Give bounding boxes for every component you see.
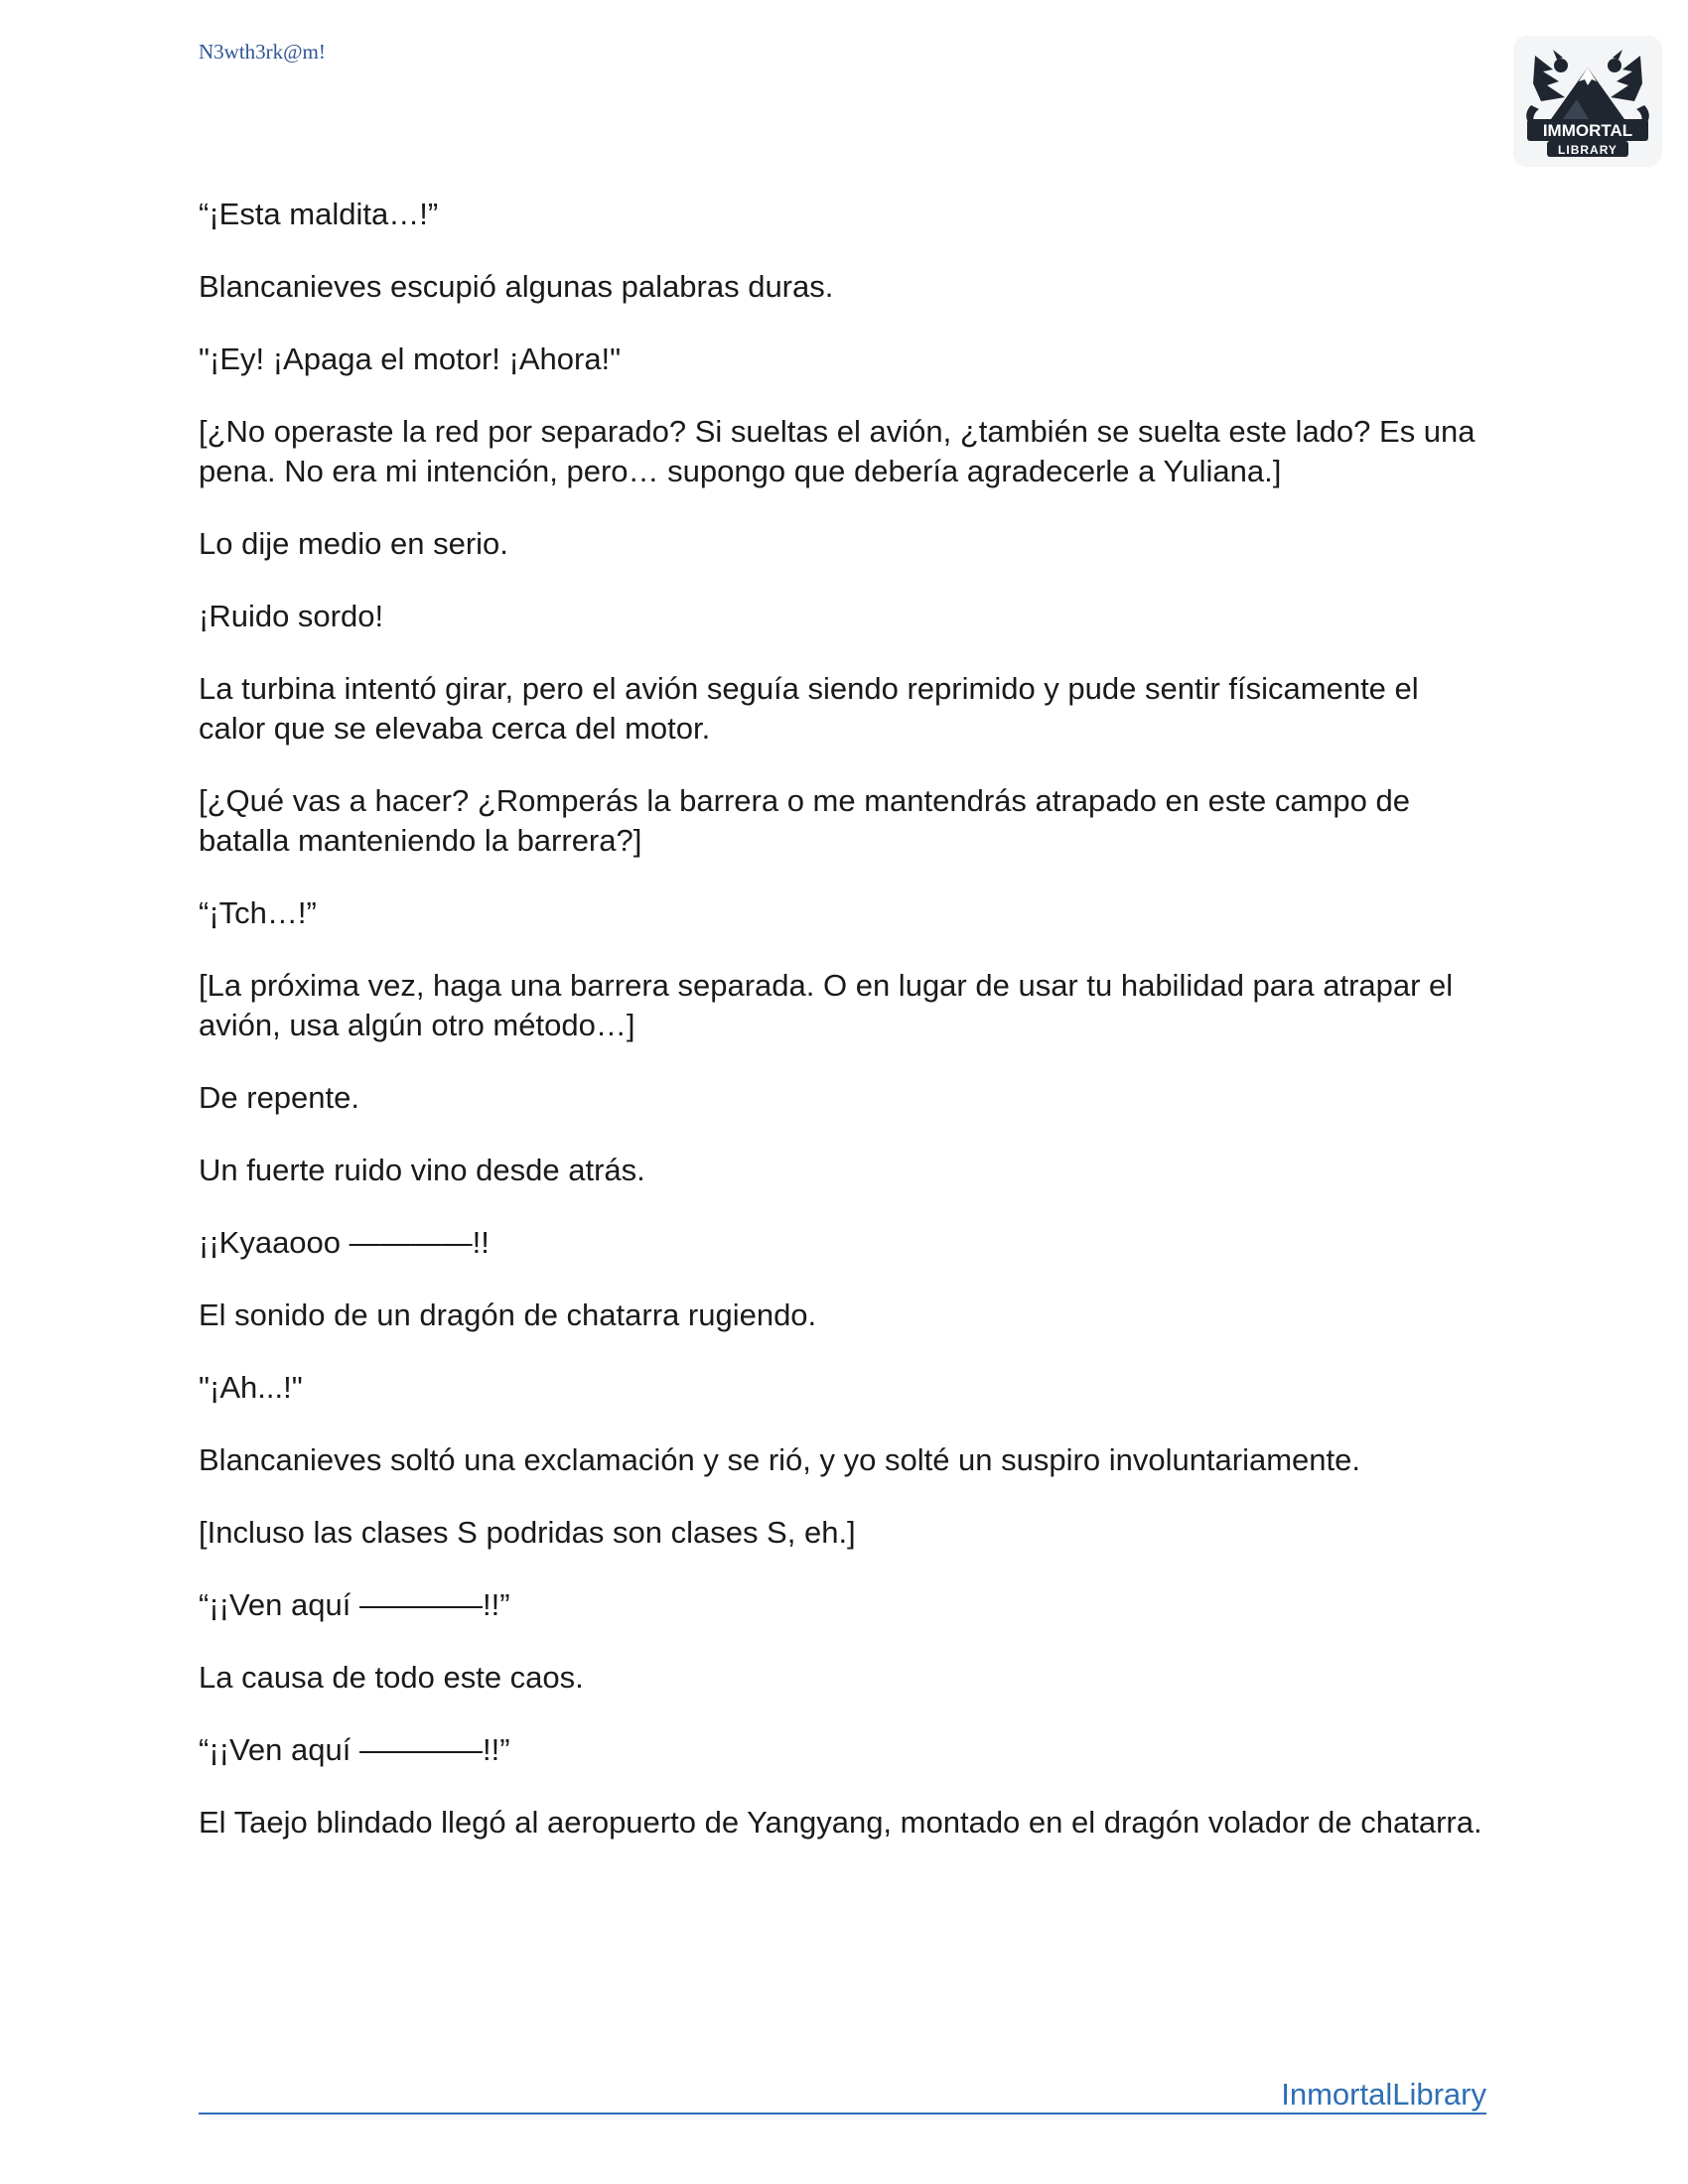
paragraph: La turbina intentó girar, pero el avión seguía siendo reprimido y pude sentir físicamente el calor que se elevaba cerca del motor. [199,671,1419,746]
paragraph: [Incluso las clases S podridas son clases S, eh.] [199,1515,856,1550]
dragon-mountain-emblem-icon [1513,36,1662,167]
immortal-library-logo [1513,36,1662,167]
paragraph: Un fuerte ruido vino desde atrás. [199,1153,645,1187]
paragraph: Blancanieves soltó una exclamación y se rió, y yo solté un suspiro involuntariamente. [199,1442,1361,1477]
paragraph: Blancanieves escupió algunas palabras duras. [199,269,834,304]
footer-link[interactable]: InmortalLibrary [1281,2077,1486,2112]
paragraph: La causa de todo este caos. [199,1660,584,1695]
paragraph: ¡Ruido sordo! [199,599,384,633]
paragraph: "¡Ah...!" [199,1370,303,1405]
logo-text-library: LIBRARY [1558,143,1618,157]
footer-divider [199,2113,1486,2115]
logo-text-immortal: IMMORTAL [1542,121,1633,140]
paragraph: El sonido de un dragón de chatarra rugiendo. [199,1297,817,1332]
paragraph: "¡Ey! ¡Apaga el motor! ¡Ahora!" [199,341,622,376]
paragraph: De repente. [199,1080,359,1115]
paragraph: El Taejo blindado llegó al aeropuerto de Yangyang, montado en el dragón volador de chatarra. [199,1805,1482,1840]
paragraph: ¡¡Kyaaooo ————!! [199,1225,490,1260]
paragraph: “¡Tch…!” [199,895,317,930]
paragraph: Lo dije medio en serio. [199,526,508,561]
paragraph: [¿No operaste la red por separado? Si sueltas el avión, ¿también se suelta este lado? Es una pena. No era mi intención, pero… supongo que debería agradecerle a Yuliana.] [199,414,1476,488]
document-body [199,195,1489,1875]
paragraph: “¡Esta maldita…!” [199,197,439,231]
paragraph: [¿Qué vas a hacer? ¿Romperás la barrera o me mantendrás atrapado en este campo de batalla manteniendo la barrera?] [199,783,1410,858]
paragraph: [La próxima vez, haga una barrera separada. O en lugar de usar tu habilidad para atrapar el avión, usa algún otro método…] [199,968,1454,1042]
header-watermark-text: N3wth3rk@m! [199,40,326,64]
paragraph: “¡¡Ven aquí ————!!” [199,1732,510,1767]
paragraph: “¡¡Ven aquí ————!!” [199,1587,510,1622]
